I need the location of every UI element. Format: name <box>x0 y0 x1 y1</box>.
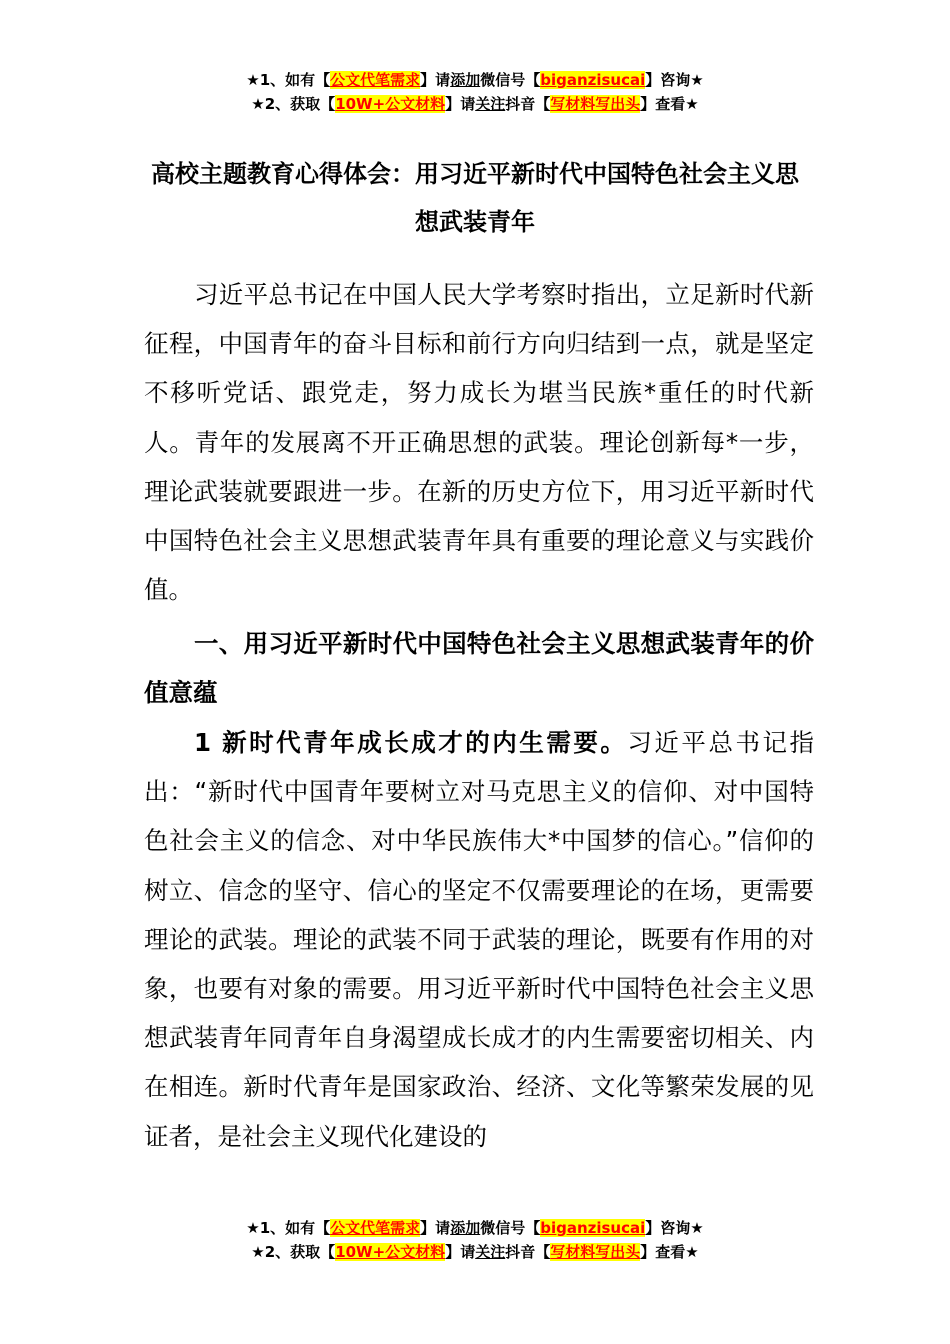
footer-banner <box>0 1216 950 1264</box>
paragraph-section-1-1 <box>144 718 814 1161</box>
paragraph-lead: 1 新时代青年成长成才的内生需要。 <box>194 728 628 757</box>
header-banner <box>0 68 950 116</box>
paragraph-body: 习近平总书记指出：“新时代中国青年要树立对马克思主义的信仰、对中国特色社会主义的信念、对中华民族伟大*中国梦的信心。”信仰的树立、信念的坚守、信心的坚定不仅需要理论的在场，更需要理论的武装。理论的武装不同于武装的理论，既要有作用的对象，也要有对象的需要。用习近平新时代中国特色社会主义思想武装青年同青年自身渴望成长成才的内生需要密切相关、内在相连。新时代青年是国家政治、经济、文化等繁荣发展的见证者，是社会主义现代化建设的 <box>144 728 815 1151</box>
banner-highlight-wechat-id: biganzisucai <box>540 71 646 89</box>
banner-highlight-materials: 10W+公文材料 <box>335 95 446 113</box>
banner-highlight-materials: 10W+公文材料 <box>335 1243 446 1261</box>
banner-highlight-service: 公文代笔需求 <box>330 71 421 89</box>
document-title: 高校主题教育心得体会：用习近平新时代中国特色社会主义思想武装青年 <box>151 160 799 236</box>
banner-line-2: ★2、获取【10W+公文材料】请关注抖音【写材料写出头】查看★ <box>251 95 699 113</box>
banner-line-2: ★2、获取【10W+公文材料】请关注抖音【写材料写出头】查看★ <box>251 1243 699 1261</box>
banner-highlight-douyin: 写材料写出头 <box>550 95 641 113</box>
banner-line-1: ★1、如有【公文代笔需求】请添加微信号【biganzisucai】咨询★ <box>246 1219 704 1237</box>
section-heading-1: 一、用习近平新时代中国特色社会主义思想武装青年的价值意蕴 <box>144 629 814 708</box>
banner-line-1: ★1、如有【公文代笔需求】请添加微信号【biganzisucai】咨询★ <box>246 71 704 89</box>
paragraph-intro: 习近平总书记在中国人民大学考察时指出，立足新时代新征程，中国青年的奋斗目标和前行方向归结到一点，就是坚定不移听党话、跟党走，努力成长为堪当民族*重任的时代新人。青年的发展离不开正确思想的武装。理论创新每*一步，理论武装就要跟进一步。在新的历史方位下，用习近平新时代中国特色社会主义思想武装青年具有重要的理论意义与实践价值。 <box>144 280 814 605</box>
banner-highlight-service: 公文代笔需求 <box>330 1219 421 1237</box>
banner-highlight-douyin: 写材料写出头 <box>550 1243 641 1261</box>
banner-highlight-wechat-id: biganzisucai <box>540 1219 646 1237</box>
